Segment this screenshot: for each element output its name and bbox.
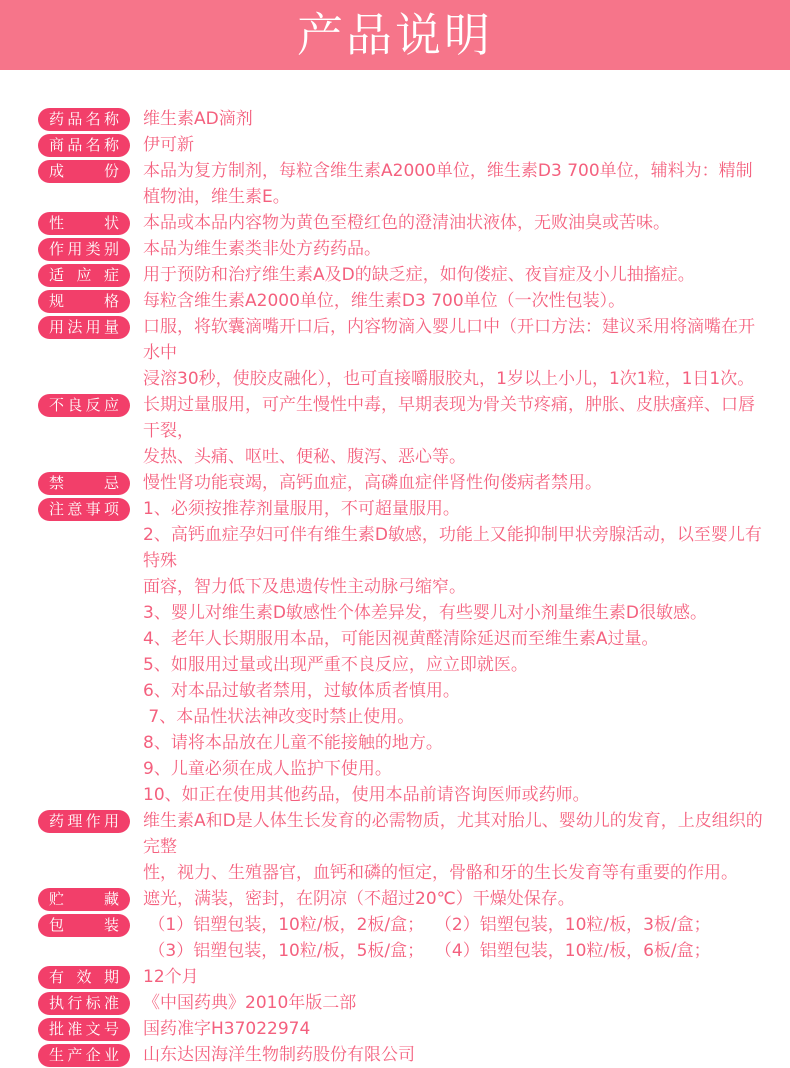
field-value-line: 长期过量服用，可产生慢性中毒，早期表现为骨关节疼痛，肿胀、皮肤瘙痒、口唇干裂， [143, 395, 755, 441]
field-value [143, 808, 768, 886]
field-label-badge: 贮藏 [38, 888, 130, 911]
field-label-badge: 药理作用 [38, 810, 130, 833]
spec-row [38, 912, 768, 964]
spec-row [38, 990, 768, 1016]
field-value-line: （1）铝塑包装，10粒/板，2板/盒； （2）铝塑包装，10粒/板，3板/盒； [143, 915, 711, 935]
field-label-badge: 注意事项 [38, 498, 130, 521]
field-value-line: 国药准字H37022974 [143, 1019, 311, 1039]
field-label-badge: 不良反应 [38, 394, 130, 417]
spec-row [38, 236, 768, 262]
field-value-line: 本品或本品内容物为黄色至橙红色的澄清油状液体，无败油臭或苦味。 [143, 213, 670, 233]
field-label-badge: 适应症 [38, 264, 130, 287]
field-value-line: 维生素AD滴剂 [143, 109, 253, 129]
spec-row [38, 288, 768, 314]
field-label-badge: 批准文号 [38, 1018, 130, 1041]
field-value [143, 132, 768, 158]
field-value-line: 面容，智力低下及患遗传性主动脉弓缩窄。 [143, 577, 466, 597]
spec-row [38, 392, 768, 470]
field-value [143, 470, 768, 496]
field-value-line: 每粒含维生素A2000单位，维生素D3 700单位（一次性包装）。 [143, 291, 626, 311]
field-value-line: 2、高钙血症孕妇可伴有维生素D敏感，功能上又能抑制甲状旁腺活动，以至婴儿有特殊 [143, 525, 762, 571]
field-value-line: 维生素A和D是人体生长发育的必需物质，尤其对胎儿、婴幼儿的发育，上皮组织的完整 [143, 811, 763, 857]
field-value-line: 9、儿童必须在成人监护下使用。 [143, 759, 392, 779]
field-value-line: 7、本品性状法神改变时禁止使用。 [143, 707, 415, 727]
field-value [143, 262, 768, 288]
field-value [143, 210, 768, 236]
field-label-badge: 规格 [38, 290, 130, 313]
field-value-line: 1、必须按推荐剂量服用，不可超量服用。 [143, 499, 460, 519]
field-value-line: 本品为复方制剂，每粒含维生素A2000单位，维生素D3 700单位，辅料为：精制 [143, 161, 753, 181]
field-label-badge: 作用类别 [38, 238, 130, 261]
spec-row [38, 964, 768, 990]
field-label-badge: 有效期 [38, 966, 130, 989]
field-label-badge: 成份 [38, 160, 130, 183]
field-value-line: 5、如服用过量或出现严重不良反应，应立即就医。 [143, 655, 528, 675]
spec-row [38, 886, 768, 912]
page-title: 产品说明 [297, 8, 493, 62]
spec-row [38, 314, 768, 392]
field-value-line: 慢性肾功能衰竭，高钙血症，高磷血症伴肾性佝偻病者禁用。 [143, 473, 602, 493]
field-value-line: 10、如正在使用其他药品，使用本品前请咨询医师或药师。 [143, 785, 590, 805]
field-value-line: 伊可新 [143, 135, 194, 155]
field-value-line: 8、请将本品放在儿童不能接触的地方。 [143, 733, 443, 753]
field-label-badge: 药品名称 [38, 108, 130, 131]
field-value [143, 392, 768, 470]
spec-row [38, 106, 768, 132]
spec-row [38, 262, 768, 288]
field-value [143, 106, 768, 132]
field-value [143, 886, 768, 912]
field-value-line: 性，视力、生殖器官，血钙和磷的恒定，骨骼和牙的生长发育等有重要的作用。 [143, 863, 738, 883]
field-value-line: （3）铝塑包装，10粒/板，5板/盒； （4）铝塑包装，10粒/板，6板/盒； [143, 941, 711, 961]
field-value [143, 288, 768, 314]
field-label-badge: 性状 [38, 212, 130, 235]
field-value [143, 158, 768, 210]
page-header [0, 0, 790, 70]
field-value [143, 990, 768, 1016]
field-value [143, 1042, 768, 1068]
field-value-line: 3、婴儿对维生素D敏感性个体差异发，有些婴儿对小剂量维生素D很敏感。 [143, 603, 707, 623]
field-value-line: 浸溶30秒，使胶皮融化），也可直接嚼服胶丸，1岁以上小儿，1次1粒，1日1次。 [143, 369, 755, 389]
field-value-line: 遮光，满装，密封，在阴凉（不超过20℃）干燥处保存。 [143, 889, 575, 909]
field-value-line: 本品为维生素类非处方药药品。 [143, 239, 381, 259]
spec-row [38, 496, 768, 808]
field-value-line: 用于预防和治疗维生素A及D的缺乏症，如佝偻症、夜盲症及小儿抽搐症。 [143, 265, 695, 285]
field-label-badge: 禁忌 [38, 472, 130, 495]
field-value [143, 314, 768, 392]
field-value [143, 1016, 768, 1042]
field-value-line: 山东达因海洋生物制药股份有限公司 [143, 1045, 415, 1065]
spec-row [38, 158, 768, 210]
spec-row [38, 470, 768, 496]
field-value [143, 964, 768, 990]
spec-row [38, 808, 768, 886]
spec-row [38, 1042, 768, 1068]
spec-row [38, 1016, 768, 1042]
field-value [143, 912, 768, 964]
field-label-badge: 执行标准 [38, 992, 130, 1015]
field-label-badge: 生产企业 [38, 1044, 130, 1067]
spec-row [38, 210, 768, 236]
field-value-line: 6、对本品过敏者禁用，过敏体质者慎用。 [143, 681, 460, 701]
field-value-line: 4、老年人长期服用本品，可能因视黄醛清除延迟而至维生素A过量。 [143, 629, 659, 649]
field-value [143, 496, 768, 808]
field-value-line: 12个月 [143, 967, 199, 987]
field-value-line: 口服，将软囊滴嘴开口后，内容物滴入婴儿口中（开口方法：建议采用将滴嘴在开水中 [143, 317, 755, 363]
field-label-badge: 用法用量 [38, 316, 130, 339]
field-value-line: 《中国药典》2010年版二部 [143, 993, 357, 1013]
field-label-badge: 包装 [38, 914, 130, 937]
field-value [143, 236, 768, 262]
field-value-line: 植物油，维生素E。 [143, 187, 290, 207]
spec-row [38, 132, 768, 158]
field-label-badge: 商品名称 [38, 134, 130, 157]
product-spec-list [0, 70, 790, 1068]
field-value-line: 发热、头痛、呕吐、便秘、腹泻、恶心等。 [143, 447, 466, 467]
